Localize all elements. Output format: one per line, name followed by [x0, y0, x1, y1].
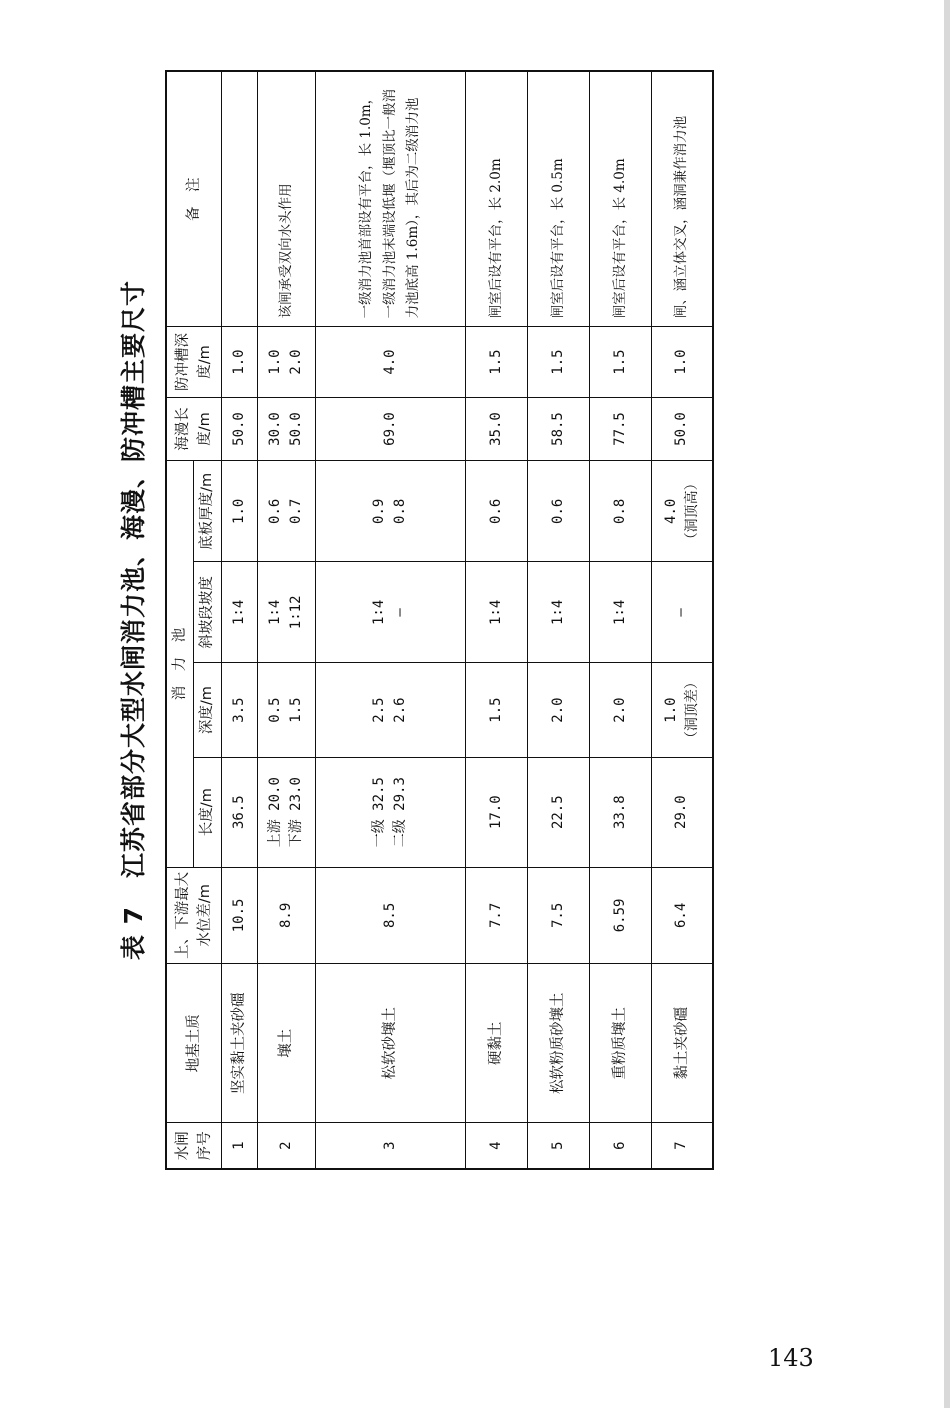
table-row: [257, 71, 315, 1169]
cell-pool-depth-line: 0.5: [266, 697, 283, 723]
cell-soil: 壤土: [257, 964, 315, 1123]
cell-seq: 3: [315, 1123, 465, 1169]
cell-slope-line: 1∶4: [611, 599, 628, 625]
cell-floor: [589, 461, 651, 562]
cell-trench: [651, 327, 713, 397]
cell-floor: [527, 461, 589, 562]
cell-slope: [651, 562, 713, 663]
table-row: [221, 71, 257, 1169]
cell-pool-length: [527, 757, 589, 867]
cell-seq: 1: [221, 1123, 257, 1169]
header-slope: 斜坡段坡度: [194, 562, 221, 663]
cell-trench: [257, 327, 315, 397]
cell-slope-line: 1∶4: [370, 599, 387, 625]
cell-floor-line: 0.8: [611, 498, 628, 524]
page-number: 143: [768, 1344, 814, 1372]
cell-seq: 7: [651, 1123, 713, 1169]
cell-seq: 4: [465, 1123, 527, 1169]
cell-apron-line: 50.0: [673, 412, 690, 446]
cell-trench-line: 1.5: [487, 349, 504, 375]
cell-soil: 黏土夹砂礓: [651, 964, 713, 1123]
cell-pool-depth-line: 2.5: [370, 697, 387, 723]
cell-floor: [257, 461, 315, 562]
cell-seq: 6: [589, 1123, 651, 1169]
cell-apron-line: 77.5: [611, 412, 628, 446]
cell-apron-line: 69.0: [381, 412, 398, 446]
cell-slope-line: —: [392, 608, 409, 617]
cell-apron-line: 30.0: [266, 412, 283, 446]
cell-note: 闸室后设有平台，长 0.5m: [527, 71, 589, 327]
cell-head-diff: 8.5: [315, 867, 465, 964]
cell-apron: [221, 397, 257, 461]
cell-pool-length-line: 下游 23.0: [288, 777, 305, 848]
cell-slope: [589, 562, 651, 663]
cell-trench: [527, 327, 589, 397]
header-floor: 底板厚度/m: [194, 461, 221, 562]
cell-trench-line: 1.0: [266, 349, 283, 375]
table-row: [651, 71, 713, 1169]
cell-floor-line: 4.0: [662, 498, 679, 524]
cell-head-diff: 7.7: [465, 867, 527, 964]
header-row-1: [166, 71, 194, 1169]
cell-apron-line: 58.5: [549, 412, 566, 446]
cell-soil: 硬黏土: [465, 964, 527, 1123]
cell-floor: [315, 461, 465, 562]
data-table: [165, 70, 714, 1170]
cell-pool-depth: [315, 663, 465, 757]
cell-pool-length: [589, 757, 651, 867]
cell-pool-length-line: 29.0: [673, 795, 690, 830]
cell-pool-length: [315, 757, 465, 867]
cell-slope: [257, 562, 315, 663]
header-note: 备 注: [166, 71, 221, 327]
cell-apron: [651, 397, 713, 461]
cell-head-diff: 7.5: [527, 867, 589, 964]
cell-apron-line: 35.0: [487, 412, 504, 446]
cell-apron-line: 50.0: [230, 412, 247, 446]
cell-pool-depth: [589, 663, 651, 757]
cell-trench: [465, 327, 527, 397]
cell-pool-depth: [465, 663, 527, 757]
cell-pool-depth-line: 2.0: [549, 697, 566, 723]
cell-pool-length-line: 二级 29.3: [392, 777, 409, 848]
header-pool-group: 消 力 池: [166, 461, 194, 867]
cell-pool-depth-line: 2.6: [392, 697, 409, 723]
table-number: 表 7: [119, 905, 148, 961]
cell-soil: 重粉质壤土: [589, 964, 651, 1123]
cell-trench: [589, 327, 651, 397]
header-pool-length: 长度/m: [194, 757, 221, 867]
page-edge-shadow: [944, 0, 950, 1408]
cell-trench: [221, 327, 257, 397]
cell-head-diff: 6.4: [651, 867, 713, 964]
cell-soil: 松软粉质砂壤土: [527, 964, 589, 1123]
table-row: [527, 71, 589, 1169]
cell-floor-line: 0.6: [487, 498, 504, 524]
cell-trench-line: 1.5: [549, 349, 566, 375]
cell-slope-line: 1∶4: [230, 599, 247, 625]
cell-pool-depth-line: 1.5: [487, 697, 504, 723]
header-pool-depth: 深度/m: [194, 663, 221, 757]
header-head-diff: 上、下游最大水位差/m: [166, 867, 221, 964]
cell-trench-line: 1.0: [673, 349, 690, 375]
cell-apron: [589, 397, 651, 461]
cell-floor-line: 0.6: [549, 498, 566, 524]
cell-slope: [527, 562, 589, 663]
cell-note: 闸、涵立体交叉，涵洞兼作消力池: [651, 71, 713, 327]
cell-seq: 5: [527, 1123, 589, 1169]
rotated-table-block: [103, 70, 843, 1170]
cell-slope-line: 1∶12: [288, 595, 305, 630]
table-title-text: 江苏省部分大型水闸消力池、海漫、防冲槽主要尺寸: [119, 279, 148, 878]
cell-trench: [315, 327, 465, 397]
cell-apron: [527, 397, 589, 461]
cell-soil: 松软砂壤土: [315, 964, 465, 1123]
cell-note: [221, 71, 257, 327]
cell-soil: 坚实黏土夹砂礓: [221, 964, 257, 1123]
cell-floor: [465, 461, 527, 562]
cell-trench-line: 2.0: [288, 349, 305, 375]
cell-pool-depth: [257, 663, 315, 757]
cell-trench-line: 1.0: [230, 349, 247, 375]
cell-pool-depth: [527, 663, 589, 757]
cell-pool-length-line: 36.5: [230, 795, 247, 830]
cell-floor-line: 0.9: [370, 498, 387, 524]
cell-pool-length: [257, 757, 315, 867]
cell-slope-line: 1∶4: [266, 599, 283, 625]
cell-note: 一级消力池首部设有平台，长 1.0m，一级消力池末端设低堰（堰顶比一般消力池底高 1.6m），其后为二级消力池: [315, 71, 465, 327]
cell-floor-line: 0.8: [392, 498, 409, 524]
cell-note: 闸室后设有平台，长 2.0m: [465, 71, 527, 327]
header-soil: 地基土质: [166, 964, 221, 1123]
cell-note: 闸室后设有平台，长 4.0m: [589, 71, 651, 327]
header-seq: 水闸序号: [166, 1123, 221, 1169]
cell-slope: [221, 562, 257, 663]
cell-floor: [651, 461, 713, 562]
cell-head-diff: 6.59: [589, 867, 651, 964]
cell-slope: [315, 562, 465, 663]
cell-floor-line: 1.0: [230, 498, 247, 524]
cell-apron: [315, 397, 465, 461]
cell-pool-length: [465, 757, 527, 867]
cell-pool-length-line: 33.8: [611, 795, 628, 830]
cell-note: 该闸承受双向水头作用: [257, 71, 315, 327]
cell-apron: [465, 397, 527, 461]
cell-floor-line: （洞顶高）: [684, 476, 701, 547]
cell-pool-length-line: 一级 32.5: [370, 777, 387, 848]
cell-floor-line: 0.6: [266, 498, 283, 524]
cell-slope: [465, 562, 527, 663]
table-body: [221, 71, 713, 1169]
cell-floor: [221, 461, 257, 562]
cell-head-diff: 10.5: [221, 867, 257, 964]
cell-pool-length: [221, 757, 257, 867]
cell-pool-depth: [651, 663, 713, 757]
cell-pool-depth-line: 1.0: [662, 697, 679, 723]
cell-pool-length: [651, 757, 713, 867]
table-row: [465, 71, 527, 1169]
cell-pool-depth-line: （洞顶差）: [684, 675, 701, 746]
cell-pool-depth-line: 3.5: [230, 697, 247, 723]
cell-apron-line: 50.0: [288, 412, 305, 446]
table-row: [315, 71, 465, 1169]
cell-pool-depth-line: 2.0: [611, 697, 628, 723]
header-trench: 防冲槽深度/m: [166, 327, 221, 397]
cell-pool-length-line: 上游 20.0: [266, 777, 283, 848]
table-title: [103, 70, 165, 1170]
cell-pool-depth: [221, 663, 257, 757]
cell-slope-line: 1∶4: [487, 599, 504, 625]
cell-slope-line: —: [673, 608, 690, 617]
cell-trench-line: 4.0: [381, 349, 398, 375]
cell-pool-length-line: 22.5: [549, 795, 566, 830]
cell-apron: [257, 397, 315, 461]
cell-seq: 2: [257, 1123, 315, 1169]
cell-slope-line: 1∶4: [549, 599, 566, 625]
cell-floor-line: 0.7: [288, 498, 305, 524]
cell-trench-line: 1.5: [611, 349, 628, 375]
cell-pool-length-line: 17.0: [487, 795, 504, 830]
cell-head-diff: 8.9: [257, 867, 315, 964]
header-apron: 海漫长度/m: [166, 397, 221, 461]
cell-pool-depth-line: 1.5: [288, 697, 305, 723]
table-row: [589, 71, 651, 1169]
